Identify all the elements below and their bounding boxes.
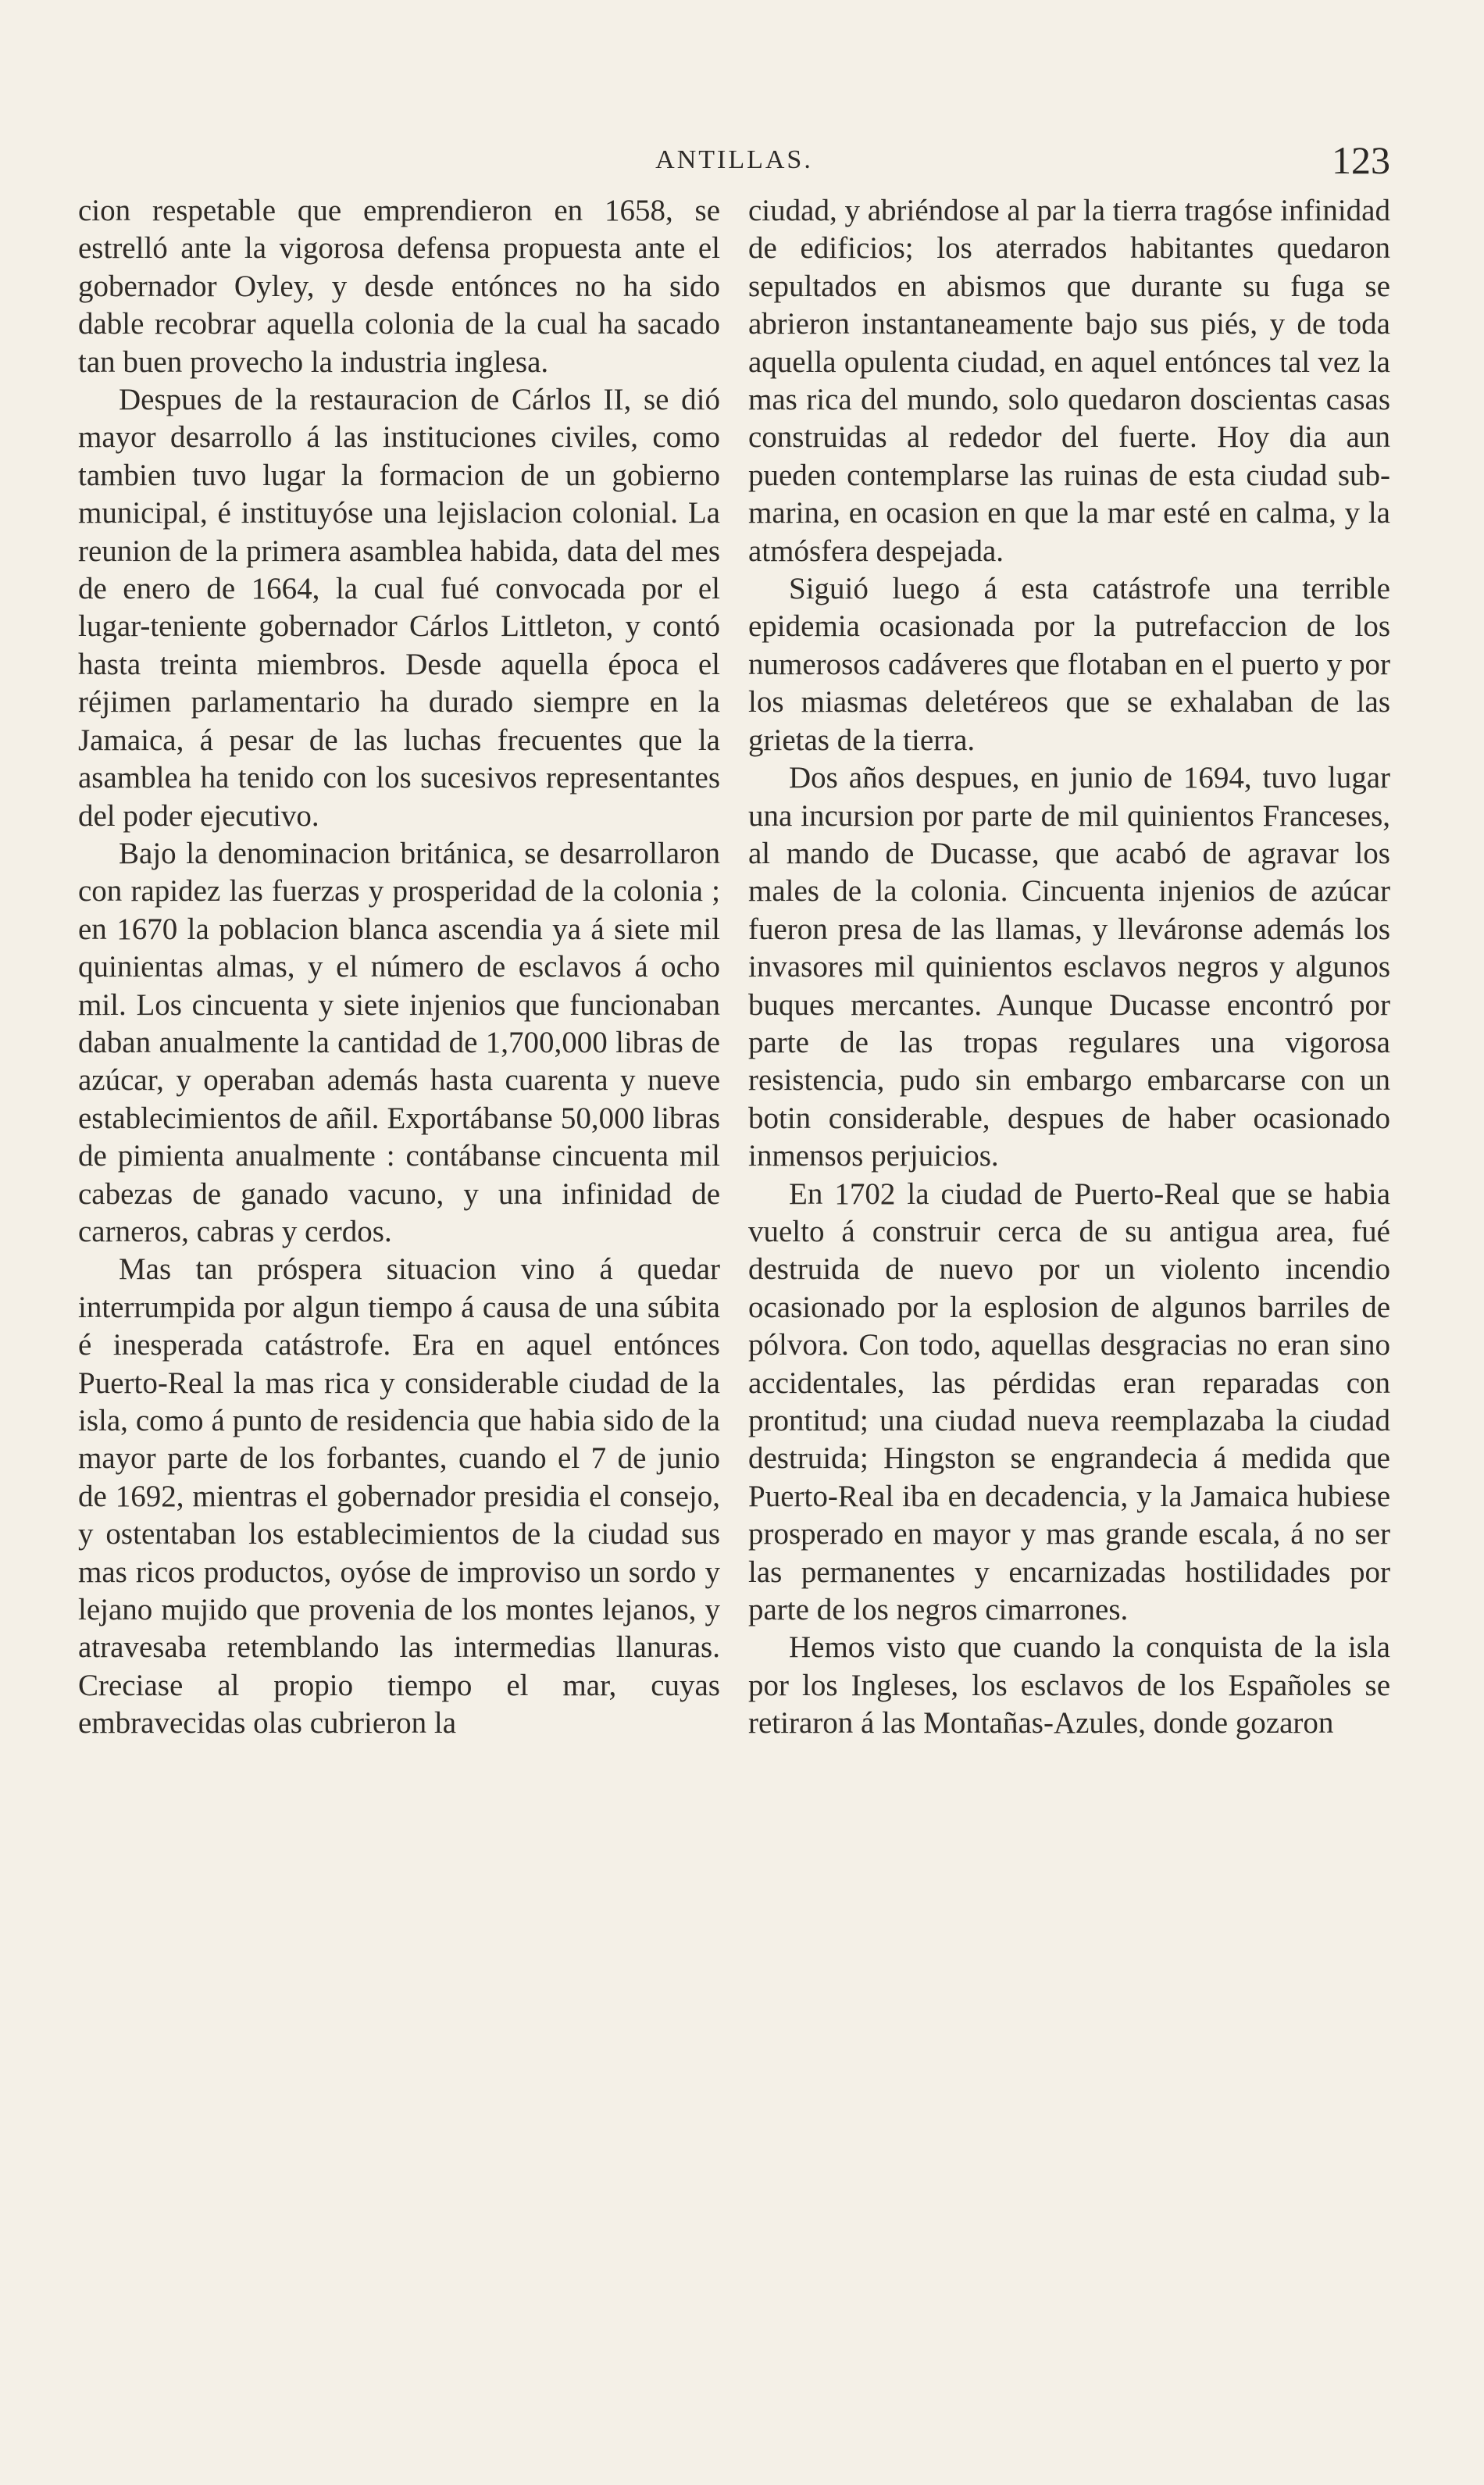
page-number: 123 [1332,138,1390,182]
right-column [748,192,1390,1743]
right-paragraph-4: En 1702 la ciudad de Puerto-Real que se habia vuelto á construir cerca de su antigua area, fué destruida de nuevo por un violento incendio ocasionado por la esplosion de algunos barriles de pólvora. Con todo, aquellas desgracias no eran sino accidentales, las pérdidas eran reparadas con prontitud; una ciudad nueva reemplazaba la ciudad destruida; Hingston se engrandecia á medida que Puerto-Real iba en decadencia, y la Jamaica hubiese prosperado en mayor y mas grande escala, á no ser las permanentes y encarnizadas hostilidades por parte de los negros cimarrones. [748,1176,1390,1627]
right-paragraph-2: Siguió luego á esta catástrofe una terrible epidemia ocasionada por la putrefaccion de los numerosos cadáveres que flotaban en el puerto y por los miasmas deletéreos que se exhalaban de las grietas de la tierra. [748,572,1390,757]
left-column [78,192,720,1743]
running-head: ANTILLAS. [655,145,813,174]
right-paragraph-3: Dos años despues, en junio de 1694, tuvo lugar una incursion por parte de mil quinientos Franceses, al mando de Ducasse, que acabó de agravar los males de la colonia. Cincuenta injenios de azúcar fueron presa de las llamas, y lleváronse además los invasores mil quinientos esclavos negros y algunos buques mercantes. Aunque Ducasse encontró por parte de las tropas regulares una vigorosa resistencia, pudo sin embargo embarcarse con un botin considerable, despues de haber ocasionado inmensos perjuicios. [748,761,1390,1173]
left-paragraph-1: cion respetable que emprendieron en 1658, se estrelló ante la vigorosa defensa propuesta ante el gobernador Oyley, y desde entónces no ha sido dable recobrar aquella colonia de la cual ha sacado tan buen provecho la industria inglesa. [78,194,720,379]
left-paragraph-4: Mas tan próspera situacion vino á quedar interrumpida por algun tiempo á causa de una súbita é inesperada catástrofe. Era en aquel entónces Puerto-Real la mas rica y considerable ciudad de la isla, como á punto de residencia que habia sido de la mayor parte de los forbantes, cuando el 7 de junio de 1692, mientras el gobernador presidia el consejo, y ostentaban los establecimientos de la ciudad sus mas ricos productos, oyóse de improviso un sordo y lejano mujido que provenia de los montes lejanos, y atravesaba retemblando las intermedias llanuras. Creciase al propio tiempo el mar, cuyas embravecidas olas cubrieron la [78,1252,720,1741]
page-header [78,137,1390,192]
right-paragraph-5: Hemos visto que cuando la conquista de la isla por los Ingleses, los esclavos de los Españoles se retiraron á las Montañas-Azules, donde gozaron [748,1630,1390,1741]
left-paragraph-3: Bajo la denominacion británica, se desarrollaron con rapidez las fuerzas y prosperidad de la colonia ; en 1670 la poblacion blanca ascendia ya á siete mil quinientas almas, y el número de esclavos á ocho mil. Los cincuenta y siete injenios que funcionaban daban anualmente la cantidad de 1,700,000 libras de azúcar, y operaban además hasta cuarenta y nueve establecimientos de añil. Exportábanse 50,000 libras de pimienta anualmente : contábanse cincuenta mil cabezas de ganado vacuno, y una infinidad de carneros, cabras y cerdos. [78,836,720,1248]
right-paragraph-1: ciudad, y abriéndose al par la tierra tragóse infinidad de edificios; los aterrados habitantes quedaron sepultados en abismos que durante su fuga se abrieron instantaneamente bajo sus piés, y de toda aquella opulenta ciudad, en aquel entónces tal vez la mas rica del mundo, solo quedaron doscientas casas construidas al rededor del fuerte. Hoy dia aun pueden contemplarse las ruinas de esta ciudad sub-marina, en ocasion en que la mar esté en calma, y la atmósfera despejada. [748,194,1390,568]
left-paragraph-2: Despues de la restauracion de Cárlos II, se dió mayor desarrollo á las instituciones civiles, como tambien tuvo lugar la formacion de un gobierno municipal, é instituyóse una lejislacion colonial. La reunion de la primera asamblea habida, data del mes de enero de 1664, la cual fué convocada por el lugar-teniente gobernador Cárlos Littleton, y contó hasta treinta miembros. Desde aquella época el réjimen parlamentario ha durado siempre en la Jamaica, á pesar de las luchas frecuentes que la asamblea ha tenido con los sucesivos representantes del poder ejecutivo. [78,383,720,833]
